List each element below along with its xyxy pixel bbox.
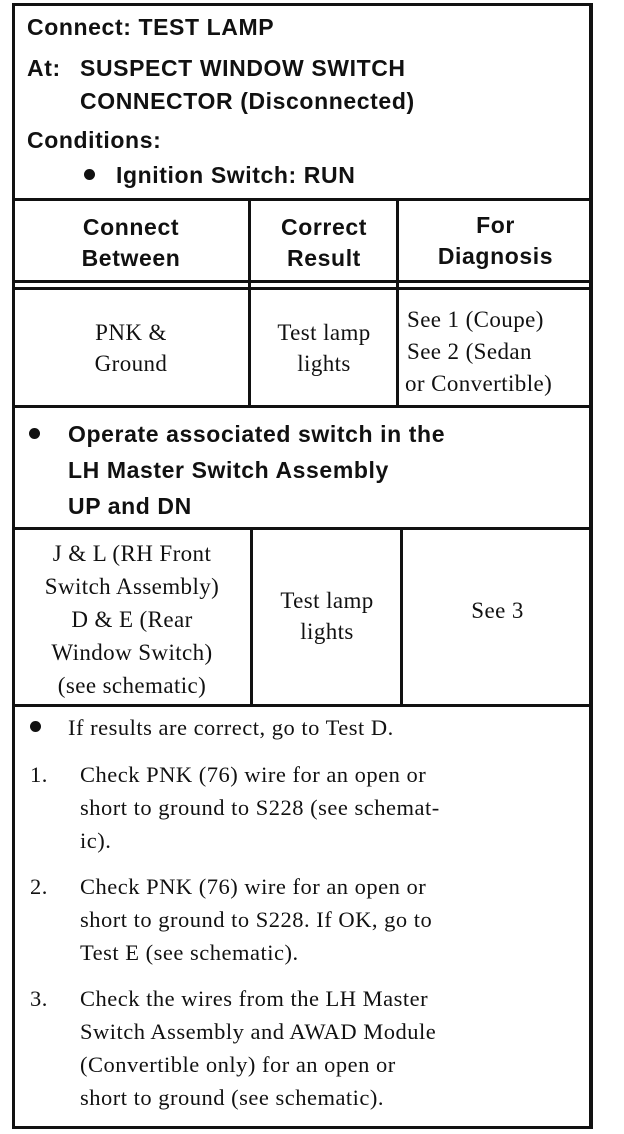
- note-3-number: 3.: [30, 986, 48, 1011]
- instruction-bottom-divider: [12, 527, 593, 530]
- row1-bottom-divider: [12, 405, 593, 408]
- note-3-text: Check the wires from the LH Master Switch Assembly and AWAD Module (Convertible only) for an open or short to ground (see schematic).: [80, 986, 437, 1110]
- col-head-for-diagnosis: For Diagnosis: [437, 212, 554, 269]
- column-header-divider-2: [12, 287, 593, 290]
- row1-between: PNK & Ground: [94, 320, 168, 376]
- instruction-line-1: Operate associated switch in the: [68, 421, 446, 447]
- instruction-line-2: LH Master Switch Assembly: [68, 457, 389, 483]
- condition-bullet-icon: [84, 169, 95, 180]
- at-line-1: SUSPECT WINDOW SWITCH: [80, 55, 406, 81]
- row2-diagnosis: See 3: [471, 598, 524, 623]
- condition-1: Ignition Switch: RUN: [116, 162, 356, 188]
- col-head-connect-between: Connect Between: [81, 214, 181, 271]
- instruction-line-3: UP and DN: [68, 493, 192, 519]
- row1-result: Test lamp lights: [277, 320, 371, 376]
- at-line-2: CONNECTOR (Disconnected): [80, 88, 415, 114]
- row1-diagnosis: See 1 (Coupe) See 2 (Sedan or Convertible): [405, 307, 553, 396]
- conditions-label: Conditions:: [27, 127, 162, 153]
- row2-result: Test lamp lights: [280, 588, 374, 644]
- column-header-divider-1: [12, 280, 593, 283]
- row2-bottom-divider: [12, 704, 593, 707]
- note-1-text: Check PNK (76) wire for an open or short to ground to S228 (see schemat- ic).: [80, 762, 440, 853]
- at-label: At:: [27, 55, 61, 81]
- connect-value: TEST LAMP: [138, 14, 275, 40]
- header-divider: [12, 198, 593, 201]
- row2-between: J & L (RH Front Switch Assembly) D & E (Rear Window Switch) (see schematic): [44, 541, 220, 698]
- notes-bullet-icon: [30, 721, 41, 732]
- note-2-text: Check PNK (76) wire for an open or short to ground to S228. If OK, go to Test E (see schematic).: [80, 874, 433, 965]
- note-1-number: 1.: [30, 762, 48, 787]
- connect-label: Connect:: [27, 14, 132, 40]
- note-2-number: 2.: [30, 874, 48, 899]
- col-head-correct-result: Correct Result: [280, 214, 367, 271]
- notes-bullet-text: If results are correct, go to Test D.: [68, 715, 394, 740]
- connect-line: [27, 14, 274, 41]
- instruction-bullet-icon: [29, 428, 40, 439]
